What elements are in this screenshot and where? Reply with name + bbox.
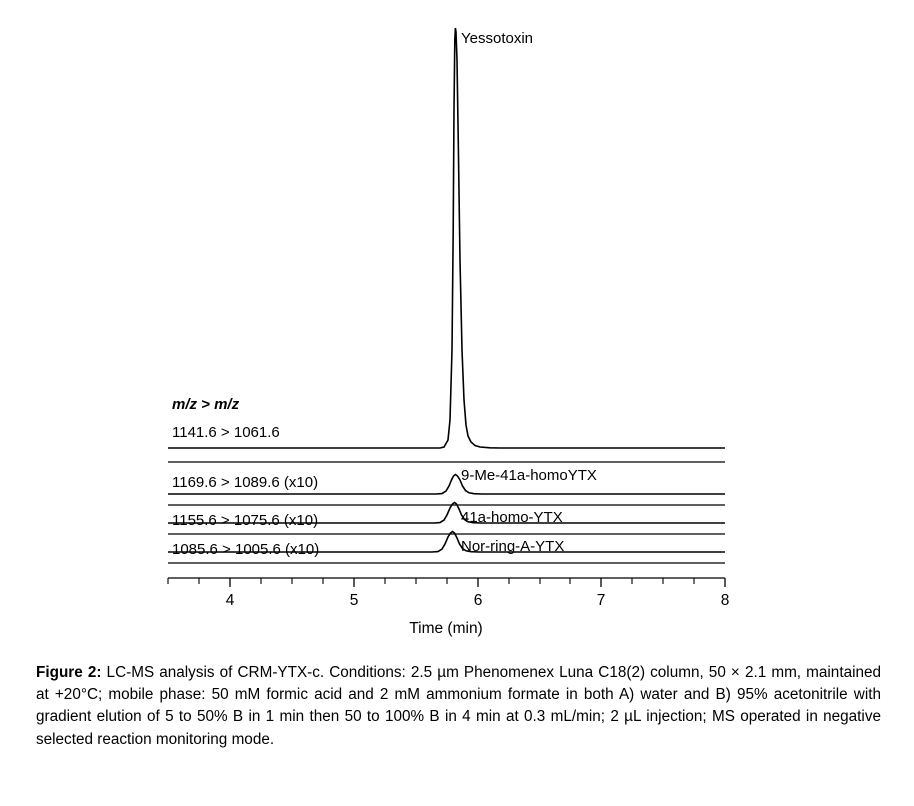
- channel-label-yessotoxin: 1141.6 > 1061.6: [172, 424, 280, 441]
- figure-caption-body: LC-MS analysis of CRM-YTX-c. Conditions: 2.5 µm Phenomenex Luna C18(2) column, 50 × 2.1 mm, maintained at +20°C; mobile phase: 50 mM formic acid and 2 mM ammonium formate in both A) water and B) 95% acetonitrile with gradient elution of 5 to 50% B in 1 min then 50 to 100% B in 4 min at 0.3 mL/min; 2 µL injection; MS operated in negative selected reaction monitoring mode.: [36, 664, 881, 748]
- x-tick-label-4: 4: [225, 592, 235, 609]
- trace-yessotoxin: [168, 28, 725, 448]
- x-tick-label-7: 7: [596, 592, 606, 609]
- channel-label-41a-homo-ytx: 1155.6 > 1075.6 (x10): [172, 512, 319, 529]
- x-tick-label-6: 6: [473, 592, 483, 609]
- peak-label-nor-ring-a-ytx: Nor-ring-A-YTX: [461, 538, 565, 555]
- channel-label-9-me-41a-homoytx: 1169.6 > 1089.6 (x10): [172, 474, 319, 491]
- peak-label-9-me-41a-homoytx: 9-Me-41a-homoYTX: [461, 467, 597, 484]
- x-axis-title: Time (min): [409, 620, 483, 637]
- x-tick-label-5: 5: [349, 592, 359, 609]
- mz-transition-header: m/z > m/z: [172, 396, 240, 413]
- peak-label-41a-homo-ytx: 41a-homo-YTX: [461, 509, 563, 526]
- channel-label-nor-ring-a-ytx: 1085.6 > 1005.6 (x10): [172, 541, 320, 558]
- x-tick-label-8: 8: [720, 592, 730, 609]
- figure-caption: [36, 662, 881, 751]
- figure-caption-label: Figure 2:: [36, 664, 102, 681]
- peak-label-yessotoxin: Yessotoxin: [461, 30, 533, 47]
